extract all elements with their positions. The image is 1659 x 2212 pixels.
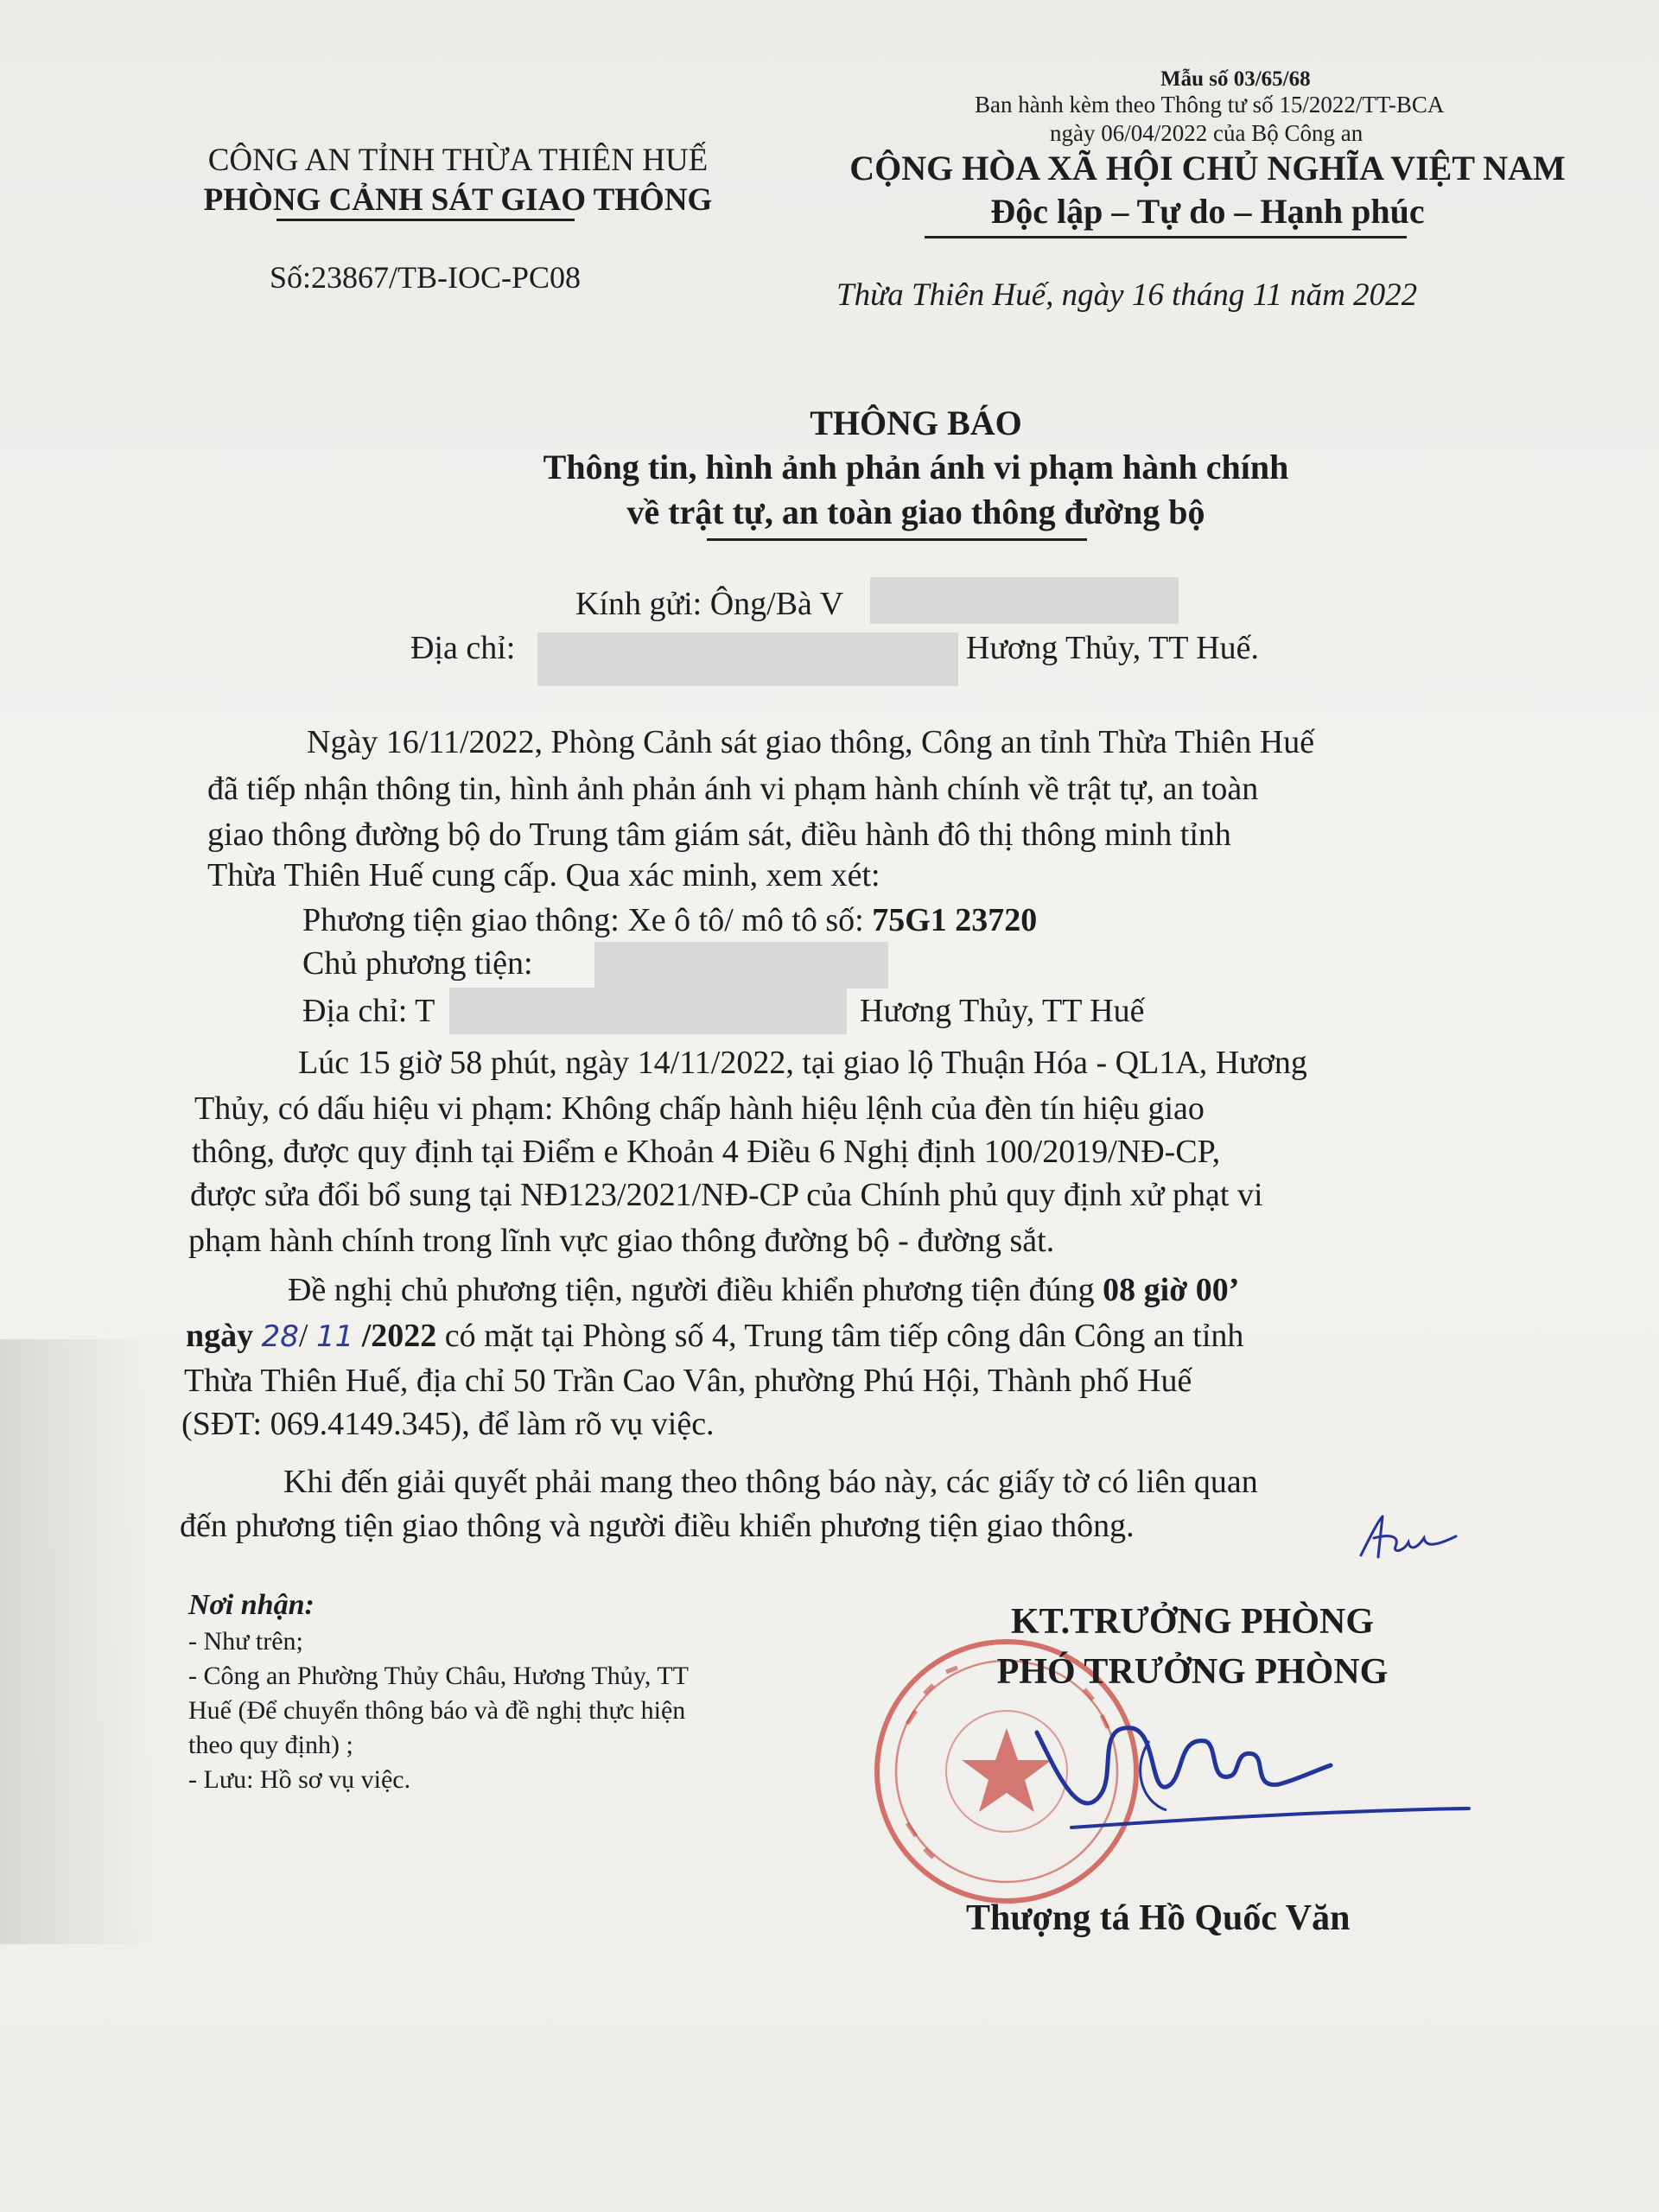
body-line bbox=[288, 1270, 1239, 1310]
recipients-block bbox=[188, 1586, 689, 1797]
vehicle-line bbox=[302, 900, 1037, 940]
agency-name: PHÒNG CẢNH SÁT GIAO THÔNG bbox=[203, 182, 713, 218]
document-subtitle-1: Thông tin, hình ảnh phản ánh vi phạm hành chính bbox=[543, 448, 1289, 486]
agency-underline bbox=[276, 219, 575, 221]
signature-title-2: PHÓ TRƯỞNG PHÒNG bbox=[996, 1652, 1389, 1692]
handwritten-month: 11 bbox=[315, 1319, 354, 1354]
body-line: (SĐT: 069.4149.345), để làm rõ vụ việc. bbox=[181, 1406, 715, 1442]
recipient-salutation: Kính gửi: Ông/Bà V bbox=[575, 586, 844, 622]
recipient-item: theo quy định) ; bbox=[188, 1731, 353, 1759]
body-line: ngày 28/ 11 /2022 có mặt tại Phòng số 4, Trung tâm tiếp công dân Công an tỉnh bbox=[186, 1318, 1244, 1354]
body-text: Đề nghị chủ phương tiện, người điều khiển phương tiện đúng bbox=[288, 1272, 1095, 1308]
handwritten-initials bbox=[1348, 1503, 1460, 1573]
body-line: Khi đến giải quyết phải mang theo thông báo này, các giấy tờ có liên quan bbox=[283, 1464, 1258, 1500]
recipient-item: - Lưu: Hồ sơ vụ việc. bbox=[188, 1765, 411, 1794]
body-line: thông, được quy định tại Điểm e Khoản 4 Điều 6 Nghị định 100/2019/NĐ-CP, bbox=[192, 1134, 1221, 1170]
recipient-item: Huế (Để chuyển thông báo và đề nghị thực hiện bbox=[188, 1696, 686, 1725]
national-name: CỘNG HÒA XÃ HỘI CHỦ NGHĨA VIỆT NAM bbox=[849, 149, 1566, 188]
recipient-item: - Như trên; bbox=[188, 1627, 303, 1656]
appointment-day-label: ngày bbox=[186, 1318, 254, 1354]
signature-title-1: KT.TRƯỞNG PHÒNG bbox=[1011, 1602, 1374, 1642]
body-line: Ngày 16/11/2022, Phòng Cảnh sát giao thông, Công an tỉnh Thừa Thiên Huế bbox=[307, 724, 1315, 760]
body-line: giao thông đường bộ do Trung tâm giám sát, điều hành đô thị thông minh tỉnh bbox=[207, 817, 1231, 853]
document-subtitle-2: về trật tự, an toàn giao thông đường bộ bbox=[626, 493, 1205, 531]
owner-label: Chủ phương tiện: bbox=[302, 945, 533, 982]
national-motto: Độc lập – Tự do – Hạnh phúc bbox=[990, 192, 1425, 231]
recipient-item: - Công an Phường Thủy Châu, Hương Thủy, TT bbox=[188, 1662, 689, 1690]
place-date: Thừa Thiên Huế, ngày 16 tháng 11 năm 2022 bbox=[836, 277, 1418, 313]
body-line: đến phương tiện giao thông và người điều khiển phương tiện giao thông. bbox=[180, 1508, 1135, 1544]
body-line: Thủy, có dấu hiệu vi phạm: Không chấp hành hiệu lệnh của đèn tín hiệu giao bbox=[194, 1090, 1205, 1127]
body-text: có mặt tại Phòng số 4, Trung tâm tiếp công dân Công an tỉnh bbox=[444, 1318, 1244, 1354]
body-line: phạm hành chính trong lĩnh vực giao thông đường bộ - đường sắt. bbox=[188, 1223, 1055, 1259]
form-issued-date: ngày 06/04/2022 của Bộ Công an bbox=[1050, 120, 1363, 146]
body-line: Thừa Thiên Huế cung cấp. Qua xác minh, xem xét: bbox=[207, 857, 880, 893]
appointment-year: /2022 bbox=[361, 1318, 437, 1354]
body-line: đã tiếp nhận thông tin, hình ảnh phản ánh vi phạm hành chính về trật tự, an toàn bbox=[207, 771, 1259, 807]
form-number: Mẫu số 03/65/68 bbox=[1160, 67, 1311, 91]
appointment-time: 08 giờ 00’ bbox=[1103, 1272, 1240, 1308]
title-block bbox=[328, 402, 1503, 535]
redacted-name bbox=[870, 577, 1179, 624]
motto-underline bbox=[925, 236, 1407, 238]
body-line: Lúc 15 giờ 58 phút, ngày 14/11/2022, tại giao lộ Thuận Hóa - QL1A, Hương bbox=[298, 1045, 1307, 1081]
document-number: Số:23867/TB-IOC-PC08 bbox=[270, 260, 582, 295]
owner-address-suffix: Hương Thủy, TT Huế bbox=[860, 993, 1145, 1029]
signer-name: Thượng tá Hồ Quốc Văn bbox=[966, 1898, 1351, 1938]
redacted-address bbox=[537, 632, 958, 686]
subtitle-underline bbox=[707, 538, 1087, 541]
paper-shadow bbox=[0, 1339, 156, 1944]
document-title: THÔNG BÁO bbox=[810, 404, 1022, 442]
form-issued-with: Ban hành kèm theo Thông tư số 15/2022/TT-BCA bbox=[975, 92, 1445, 118]
redacted-owner-address bbox=[449, 988, 847, 1034]
handwritten-day: 28 bbox=[261, 1319, 299, 1354]
vehicle-plate: 75G1 23720 bbox=[872, 902, 1038, 938]
vehicle-label: Phương tiện giao thông: Xe ô tô/ mô tô số: bbox=[302, 902, 864, 938]
recipient-address-suffix: Hương Thủy, TT Huế. bbox=[966, 630, 1260, 666]
agency-parent: CÔNG AN TỈNH THỪA THIÊN HUẾ bbox=[207, 143, 709, 178]
owner-address-label: Địa chỉ: T bbox=[302, 993, 435, 1029]
agency-header bbox=[156, 141, 760, 220]
recipients-title: Nơi nhận: bbox=[188, 1589, 315, 1621]
body-line: Thừa Thiên Huế, địa chỉ 50 Trần Cao Vân, phường Phú Hội, Thành phố Huế bbox=[184, 1363, 1192, 1399]
signature-block bbox=[916, 1597, 1469, 1697]
redacted-owner bbox=[594, 942, 888, 988]
national-header bbox=[782, 147, 1633, 233]
body-line: được sửa đổi bổ sung tại NĐ123/2021/NĐ-CP của Chính phủ quy định xử phạt vi bbox=[190, 1177, 1263, 1213]
recipient-address-label: Địa chỉ: bbox=[410, 630, 516, 666]
handwritten-signature bbox=[1020, 1689, 1486, 1862]
